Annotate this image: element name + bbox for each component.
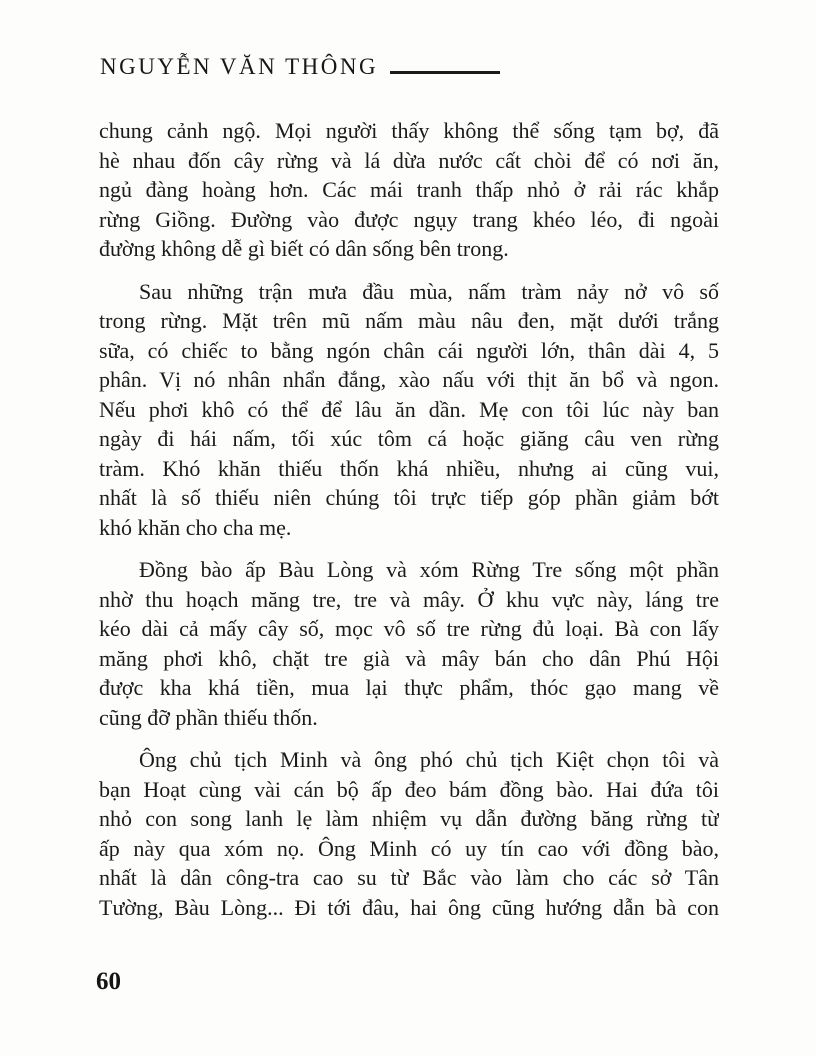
text-line: rừng Giồng. Đường vào được ngụy trang khéo léo, đi ngoài [99, 206, 719, 232]
text-line: Tường, Bàu Lòng... Đi tới đâu, hai ông cũng hướng dẫn bà con [99, 894, 719, 920]
text-line: đường không dễ gì biết có dân sống bên trong. [99, 236, 509, 261]
page-body [99, 116, 719, 922]
text-line: Nếu phơi khô có thể để lâu ăn dần. Mẹ con tôi lúc này ban [99, 396, 719, 422]
paragraph-3 [99, 555, 719, 732]
text-line: nhất là dân công-tra cao su từ Bắc vào làm cho các sở Tân [99, 865, 719, 890]
text-line: ngày đi hái nấm, tối xúc tôm cá hoặc giăng câu ven rừng [99, 426, 719, 451]
paragraph-2 [99, 277, 719, 543]
page-number: 60 [96, 968, 121, 995]
text-line: được kha khá tiền, mua lại thực phẩm, thóc gạo mang về [99, 675, 719, 700]
text-line: nhờ thu hoạch măng tre, tre và mây. Ở khu vực này, láng tre [99, 586, 719, 612]
text-line: Đồng bào ấp Bàu Lòng và xóm Rừng Tre sống một phần [139, 557, 719, 582]
text-line: khó khăn cho cha mẹ. [99, 514, 292, 540]
text-line: ngủ đàng hoàng hơn. Các mái tranh thấp nhỏ ở rải rác khắp [99, 177, 719, 202]
text-line: tràm. Khó khăn thiếu thốn khá nhiều, nhưng ai cũng vui, [99, 455, 719, 481]
text-line: sữa, có chiếc to bằng ngón chân cái người lớn, thân dài 4, 5 [99, 337, 719, 363]
text-line: hè nhau đốn cây rừng và lá dừa nước cất chòi để có nơi ăn, [99, 147, 719, 173]
text-line: nhất là số thiếu niên chúng tôi trực tiếp góp phần giảm bớt [99, 485, 719, 510]
text-line: nhỏ con song lanh lẹ làm nhiệm vụ dẫn đường băng rừng từ [99, 806, 719, 831]
running-header [100, 54, 500, 80]
text-line: Ông chủ tịch Minh và ông phó chủ tịch Kiệt chọn tôi và [139, 747, 719, 772]
text-line: Sau những trận mưa đầu mùa, nấm tràm nảy nở vô số [139, 278, 719, 304]
text-line: bạn Hoạt cùng vài cán bộ ấp đeo bám đồng bào. Hai đứa tôi [99, 776, 719, 802]
text-line: chung cảnh ngộ. Mọi người thấy không thể sống tạm bợ, đã [99, 118, 719, 143]
text-line: trong rừng. Mặt trên mũ nấm màu nâu đen, mặt dưới trắng [99, 308, 719, 333]
header-rule [390, 55, 500, 74]
author-name: NGUYỄN VĂN THÔNG [100, 54, 379, 79]
text-line: măng phơi khô, chặt tre già và mây bán cho dân Phú Hội [99, 645, 719, 671]
text-line: cũng đỡ phần thiếu thốn. [99, 704, 318, 730]
paragraph-1 [99, 116, 719, 264]
text-line: phân. Vị nó nhân nhẩn đắng, xào nấu với thịt ăn bổ và ngon. [99, 367, 719, 392]
text-line: kéo dài cả mấy cây số, mọc vô số tre rừng đủ loại. Bà con lấy [99, 616, 719, 641]
text-line: ấp này qua xóm nọ. Ông Minh có uy tín cao với đồng bào, [99, 835, 719, 861]
paragraph-4 [99, 745, 719, 922]
